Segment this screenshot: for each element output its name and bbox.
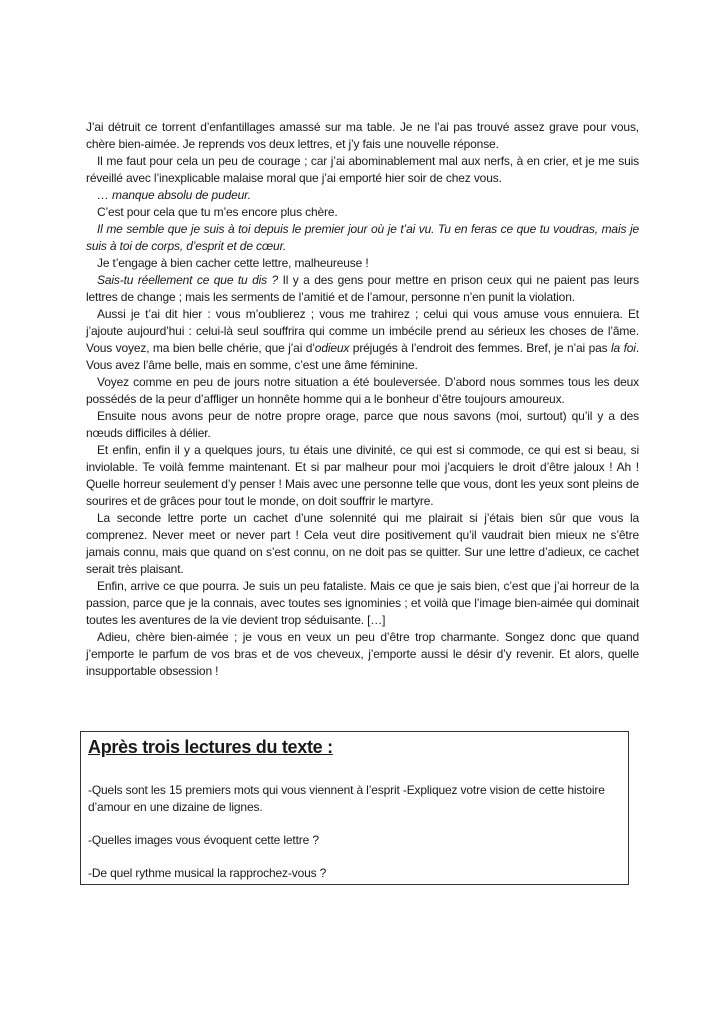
paragraph: Je t’engage à bien cacher cette lettre, malheureuse ! xyxy=(97,256,369,270)
paragraph: Adieu, chère bien-aimée ; je vous en veux un peu d’être trop charmante. Songez donc que quand j’emporte le parfum de vos bras et de vos cheveux, j’emporte aussi le désir d’y revenir. Et alors, quelle insupportable obsession ! xyxy=(86,630,639,678)
question-1: -Quels sont les 15 premiers mots qui vous viennent à l’esprit -Expliquez votre vision de cette histoire d’amour en une dizaine de lignes. xyxy=(88,783,605,814)
paragraph: Il me faut pour cela un peu de courage ; car j’ai abominablement mal aux nerfs, à en crier, et je me suis réveillé avec l’inexplicable malaise moral que j’ai emporté hier soir de chez vous. xyxy=(86,154,639,185)
paragraph-italic: Il me semble que je suis à toi depuis le premier jour où je t’ai vu. Tu en feras ce que tu voudras, mais je suis à toi de corps, d’esprit et de cœur. xyxy=(86,222,639,253)
paragraph-text: . Vous avez l’âme belle, mais en somme, c’est une âme féminine. xyxy=(86,341,639,372)
italic-word: la foi xyxy=(611,341,636,355)
paragraph: J’ai détruit ce torrent d’enfantillages amassé sur ma table. Je ne l’ai pas trouvé assez grave pour vous, chère bien-aimée. Je reprends vos deux lettres, et j’y fais une nouvelle réponse. xyxy=(86,120,639,151)
italic-word: odieux xyxy=(314,341,350,355)
paragraph: La seconde lettre porte un cachet d’une solennité qui me plairait si j’étais bien sûr que vous la comprenez. Never meet or never part ! Cela veut dire positivement qu’il vaudrait bien mieux ne s’être jamais connu, mais que quand on s’est connu, on ne doit pas se quitter. Sur une lettre d’adieux, ce cachet serait très plaisant. xyxy=(86,511,639,576)
questions-title: Après trois lectures du texte : xyxy=(88,737,333,757)
paragraph: Et enfin, enfin il y a quelques jours, tu étais une divinité, ce qui est si commode, ce qui est si beau, si inviolable. Te voilà femme maintenant. Et si par malheur pour moi j’acquiers le droit d’être jaloux ! Ah ! Quelle horreur seulement d’y penser ! Mais avec une personne telle que vous, dont les yeux sont pleins de sourires et de grâces pour tout le monde, on doit souffrir le martyre. xyxy=(86,443,639,508)
question-2: -Quelles images vous évoquent cette lettre ? xyxy=(88,833,319,847)
paragraph-text: Aussi je t’ai dit hier : vous m’oublierez ; vous me trahirez ; celui qui vous amuse vous ennuiera. Et j’ajoute aujourd’hui : celui-là seul souffrira qui comme un imbécile prend au sérieux les choses de l’âme. Vous voyez, ma bien belle chérie, que j’ai d’ xyxy=(86,307,639,355)
paragraph: Enfin, arrive ce que pourra. Je suis un peu fataliste. Mais ce que je sais bien, c’est que j’ai horreur de la passion, parce que je la connais, avec toutes ses ignominies ; et voilà que l’image bien-aimée qui dominait toutes les aventures de la vie devient trop séduisante. […] xyxy=(86,579,639,627)
questions-box xyxy=(80,731,629,885)
letter-text xyxy=(86,119,639,680)
paragraph-italic: … manque absolu de pudeur. xyxy=(97,188,251,202)
paragraph xyxy=(86,272,639,306)
paragraph xyxy=(86,306,639,374)
paragraph: Voyez comme en peu de jours notre situation a été bouleversée. D’abord nous sommes tous les deux possédés de la peur d’affliger un honnête homme qui a le bonheur d’être toujours amoureux. xyxy=(86,375,639,406)
question-3: -De quel rythme musical la rapprochez-vous ? xyxy=(88,866,327,880)
paragraph: C’est pour cela que tu m’es encore plus chère. xyxy=(97,205,338,219)
paragraph-text: Il y a des gens pour mettre en prison ceux qui ne paient pas leurs lettres de change ; mais les serments de l’amitié et de l’amour, personne n’en punit la violation. xyxy=(86,273,639,304)
italic-question: Sais-tu réellement ce que tu dis ? xyxy=(97,273,279,287)
paragraph-text: préjugés à l’endroit des femmes. Bref, je n’ai pas xyxy=(349,341,612,355)
paragraph: Ensuite nous avons peur de notre propre orage, parce que nous savons (moi, surtout) qu’il y a des nœuds difficiles à délier. xyxy=(86,409,639,440)
